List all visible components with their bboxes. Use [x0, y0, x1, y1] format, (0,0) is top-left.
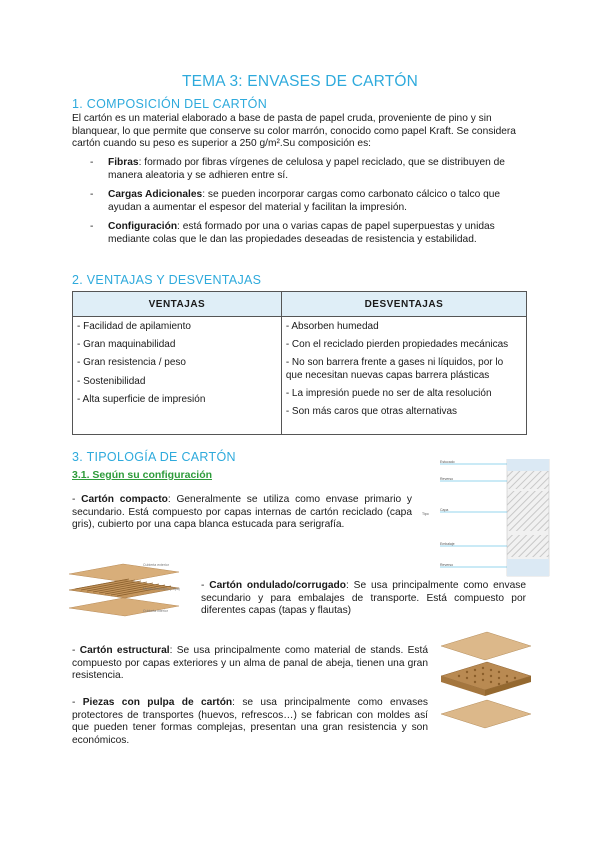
layer-gris-3 [507, 535, 549, 557]
bullet-fibras [90, 157, 520, 182]
bullet-dash: - [90, 157, 94, 168]
dash: - [72, 697, 83, 708]
layer-reverso [507, 559, 549, 576]
layer-label: Reverso [440, 477, 454, 481]
dash: - [72, 645, 80, 656]
desventajas-header: DESVENTAJAS [281, 292, 526, 317]
ventaja-item: - Facilidad de apilamiento [77, 321, 191, 332]
bullet-text: : está formado por una o varias capas de papel superpuestas y unidas mediante colas que le dan las propiedades deseadas de resistencia y estabilidad. [108, 221, 495, 245]
page-title: TEMA 3: ENVASES DE CARTÓN [181, 73, 419, 90]
desc: : se usa principalmente como envases protectores de transportes (huevos, refrescos…) se fabrican con moldes así que pueden tener formas complejas, presentan una gran resistencia y son económicos. [72, 697, 429, 746]
desventaja-item: - No son barrera frente a gases ni líquidos, por lo que necesitan nuevas capas barrera plásticas [285, 357, 504, 381]
ventaja-item: - Alta superficie de impresión [77, 393, 206, 405]
layer-label: Embalaje [440, 542, 455, 546]
bullet-text: : se pueden incorporar cargas como carbonato cálcico o talco que ayudan a aumentar el espesor del material y facilitan la impresión. [108, 189, 501, 213]
bullet-cargas [90, 189, 520, 214]
bullet-term: Configuración [108, 221, 178, 232]
carton-ondulado-diagram [63, 560, 193, 626]
pulpa-carton-text [72, 697, 428, 747]
ventajas-header: VENTAJAS [73, 292, 282, 317]
layer-gris-1 [507, 471, 549, 489]
desventaja-item: - La impresión puede no ser de alta resolución [285, 387, 492, 399]
ventaja-item: - Sostenibilidad [77, 375, 146, 387]
carton-compacto-diagram [418, 459, 550, 579]
layer-label: Capa [440, 508, 449, 512]
carton-ondulado-text [201, 580, 526, 618]
section-2-heading: 2. VENTAJAS Y DESVENTAJAS [72, 273, 262, 287]
dash: - [201, 580, 210, 591]
desventaja-item: - Con el reciclado pierden propiedades mecánicas [285, 339, 509, 351]
desc: : Se usa principalmente como envase secundario y para embalajes de transporte. Está compuesto por diferentes capas (tapas y flautas) [201, 580, 526, 617]
ventajas-cell [73, 317, 282, 435]
bullet-dash: - [90, 221, 94, 232]
bullet-text: : formado por fibras vírgenes de celulosa y papel reciclado, que se distribuyen de manera aleatoria y se adhieren entre sí. [108, 157, 505, 181]
term: Cartón estructural [79, 645, 170, 656]
ventajas-table [72, 291, 527, 435]
subsection-3-1: 3.1. Según su configuración [72, 469, 213, 481]
layer-estucado [507, 459, 549, 471]
desc: : Generalmente se utiliza como envase primario y secundario. Está compuesto por capas internas de cartón reciclado (capa gris), cubierto por una capa blanca estucada para serigrafía. [72, 494, 412, 531]
layer-label: Reverso [440, 563, 454, 567]
term: Cartón compacto [81, 494, 168, 505]
term: Cartón ondulado/corrugado [209, 580, 346, 591]
carton-estructural-text [72, 645, 428, 683]
bullet-configuracion [90, 221, 520, 246]
section-3-heading: 3. TIPOLOGÍA DE CARTÓN [72, 450, 236, 464]
capa-superior [441, 632, 531, 660]
ondulado-label: Medio Ondulado (Tripa) [143, 587, 180, 591]
desventajas-cell [281, 317, 526, 435]
ondulado-label: Cubierta interior [143, 609, 168, 613]
bullet-term: Cargas Adicionales [108, 189, 203, 200]
desventaja-item: - Son más caros que otras alternativas [285, 406, 458, 418]
bullet-term: Fibras [108, 157, 139, 168]
carton-compacto-text [72, 494, 412, 532]
layer-label: Estucado [440, 460, 455, 464]
section-1-heading: 1. COMPOSICIÓN DEL CARTÓN [72, 97, 268, 111]
carton-estructural-diagram [437, 630, 535, 734]
desc: : Se usa principalmente como material de stands. Está compuesto por capas exteriores y un alma de panal de abeja, tienen una gran resistencia. [72, 645, 428, 682]
capa-inferior [441, 700, 531, 728]
tapa-inferior [69, 598, 179, 616]
section-1-intro: El cartón es un material elaborado a base de pasta de papel cruda, proveniente de pino y sin blanquear, lo que permite que conserve su color marrón, conocido como papel Kraft. Se considera cartón cuando su peso es superior a 250 g/m².Su composición es: [72, 113, 516, 150]
ventaja-item: - Gran maquinabilidad [77, 339, 176, 351]
layer-label: Tipo [422, 512, 429, 516]
ventaja-item: - Gran resistencia / peso [77, 357, 186, 369]
layer-gris-2 [507, 491, 549, 531]
bullet-dash: - [90, 189, 94, 200]
term: Piezas con pulpa de cartón [82, 697, 233, 708]
ondulado-label: Cubierta exterior [143, 563, 169, 567]
desventaja-item: - Absorben humedad [285, 321, 379, 332]
dash: - [72, 494, 82, 505]
